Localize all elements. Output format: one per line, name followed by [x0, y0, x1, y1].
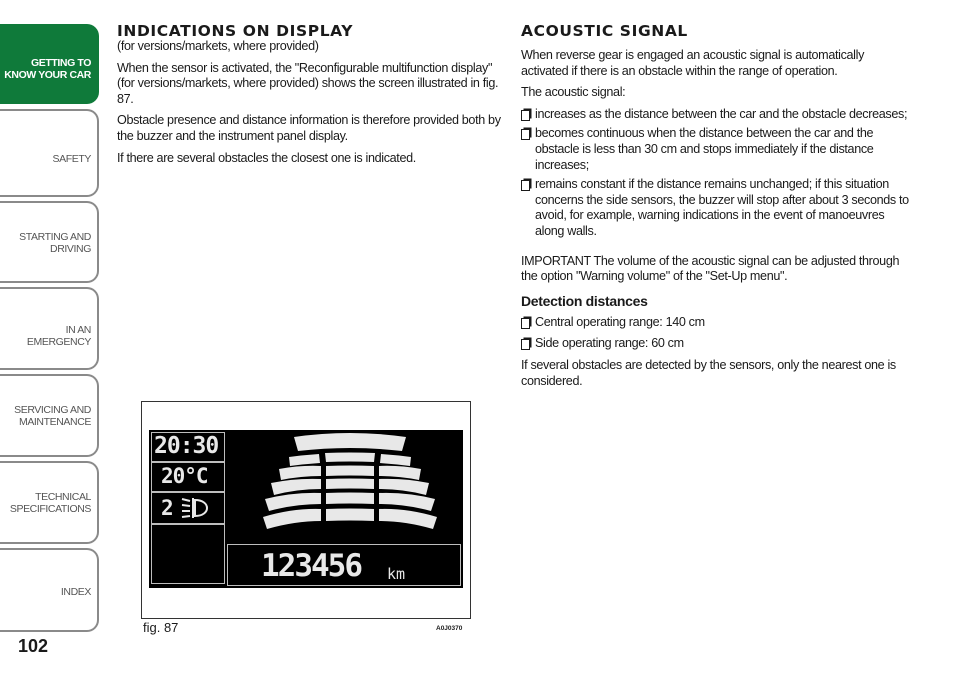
gear-readout: 2	[161, 496, 174, 520]
figure-code: A0J0370	[436, 625, 463, 632]
tab-index[interactable]	[0, 548, 99, 632]
paragraph: If there are several obstacles the closest one is indicated.	[117, 150, 416, 165]
clock-readout: 20:30	[154, 433, 219, 459]
paragraph: When reverse gear is engaged an acoustic signal is automatically activated if there is an obstacle within the range of operation.	[521, 48, 865, 78]
tab-label: SAFETY	[52, 153, 91, 165]
bullet-icon	[521, 180, 530, 191]
tab-label: STARTING AND DRIVING	[19, 231, 91, 255]
bullet-icon	[521, 129, 530, 140]
list-item: Central operating range: 140 cm	[521, 315, 913, 331]
heading-note: (for versions/markets, where provided)	[117, 39, 319, 53]
left-column	[117, 22, 502, 166]
tab-getting-to-know-your-car[interactable]	[0, 24, 99, 104]
odometer-unit: km	[387, 565, 406, 583]
tab-servicing-and-maintenance[interactable]	[0, 374, 99, 457]
paragraph: The acoustic signal:	[521, 85, 626, 100]
tab-label: GETTING TO KNOW YOUR CAR	[4, 57, 91, 81]
page-number: 102	[18, 636, 49, 656]
right-column	[521, 22, 913, 389]
paragraph: Obstacle presence and distance information is therefore provided both by the buzzer and the instrument panel display.	[117, 113, 501, 143]
list-item: Side operating range: 60 cm	[521, 336, 913, 352]
section-heading-indications: INDICATIONS ON DISPLAY	[117, 22, 354, 40]
list-item: becomes continuous when the distance between the car and the obstacle is less than 30 cm and stops immediately if the distance increases;	[521, 126, 913, 173]
paragraph: If several obstacles are detected by the sensors, only the nearest one is considered.	[521, 357, 896, 388]
tab-label: INDEX	[60, 586, 91, 598]
parking-sensor-graphic	[259, 433, 441, 546]
detection-distances-heading: Detection distances	[521, 292, 648, 309]
tab-technical-specifications[interactable]	[0, 461, 99, 544]
figure-caption: fig. 87	[143, 620, 179, 635]
section-heading-acoustic: ACOUSTIC SIGNAL	[521, 22, 688, 40]
tab-label: SERVICING AND MAINTENANCE	[14, 404, 91, 428]
tab-label: TECHNICAL SPECIFICATIONS	[9, 491, 91, 515]
bullet-icon	[521, 110, 530, 121]
empty-cell	[151, 524, 225, 584]
tab-safety[interactable]	[0, 109, 99, 197]
tab-starting-and-driving[interactable]	[0, 201, 99, 283]
temperature-readout: 20°C	[161, 464, 208, 488]
list-item: increases as the distance between the car and the obstacle decreases;	[521, 107, 913, 123]
tab-in-an-emergency[interactable]	[0, 287, 99, 370]
odometer-readout: 123456	[261, 548, 361, 584]
bullet-icon	[521, 339, 530, 350]
important-note: IMPORTANT The volume of the acoustic signal can be adjusted through the option "Warning volume" of the "Set-Up menu".	[521, 253, 900, 284]
headlight-level-icon	[179, 495, 213, 526]
multifunction-display	[149, 430, 463, 588]
list-item: remains constant if the distance remains unchanged; if this situation concerns the side sensors, the buzzer will stop after about 3 seconds to avoid, for example, warning indications in the event of manoeuvres along walls.	[521, 177, 913, 239]
paragraph: When the sensor is activated, the "Reconfigurable multifunction display" (for versions/markets, where provided) shows the screen illustrated in fig. 87.	[117, 60, 499, 106]
bullet-icon	[521, 318, 530, 329]
tab-label: IN AN EMERGENCY	[26, 324, 91, 348]
